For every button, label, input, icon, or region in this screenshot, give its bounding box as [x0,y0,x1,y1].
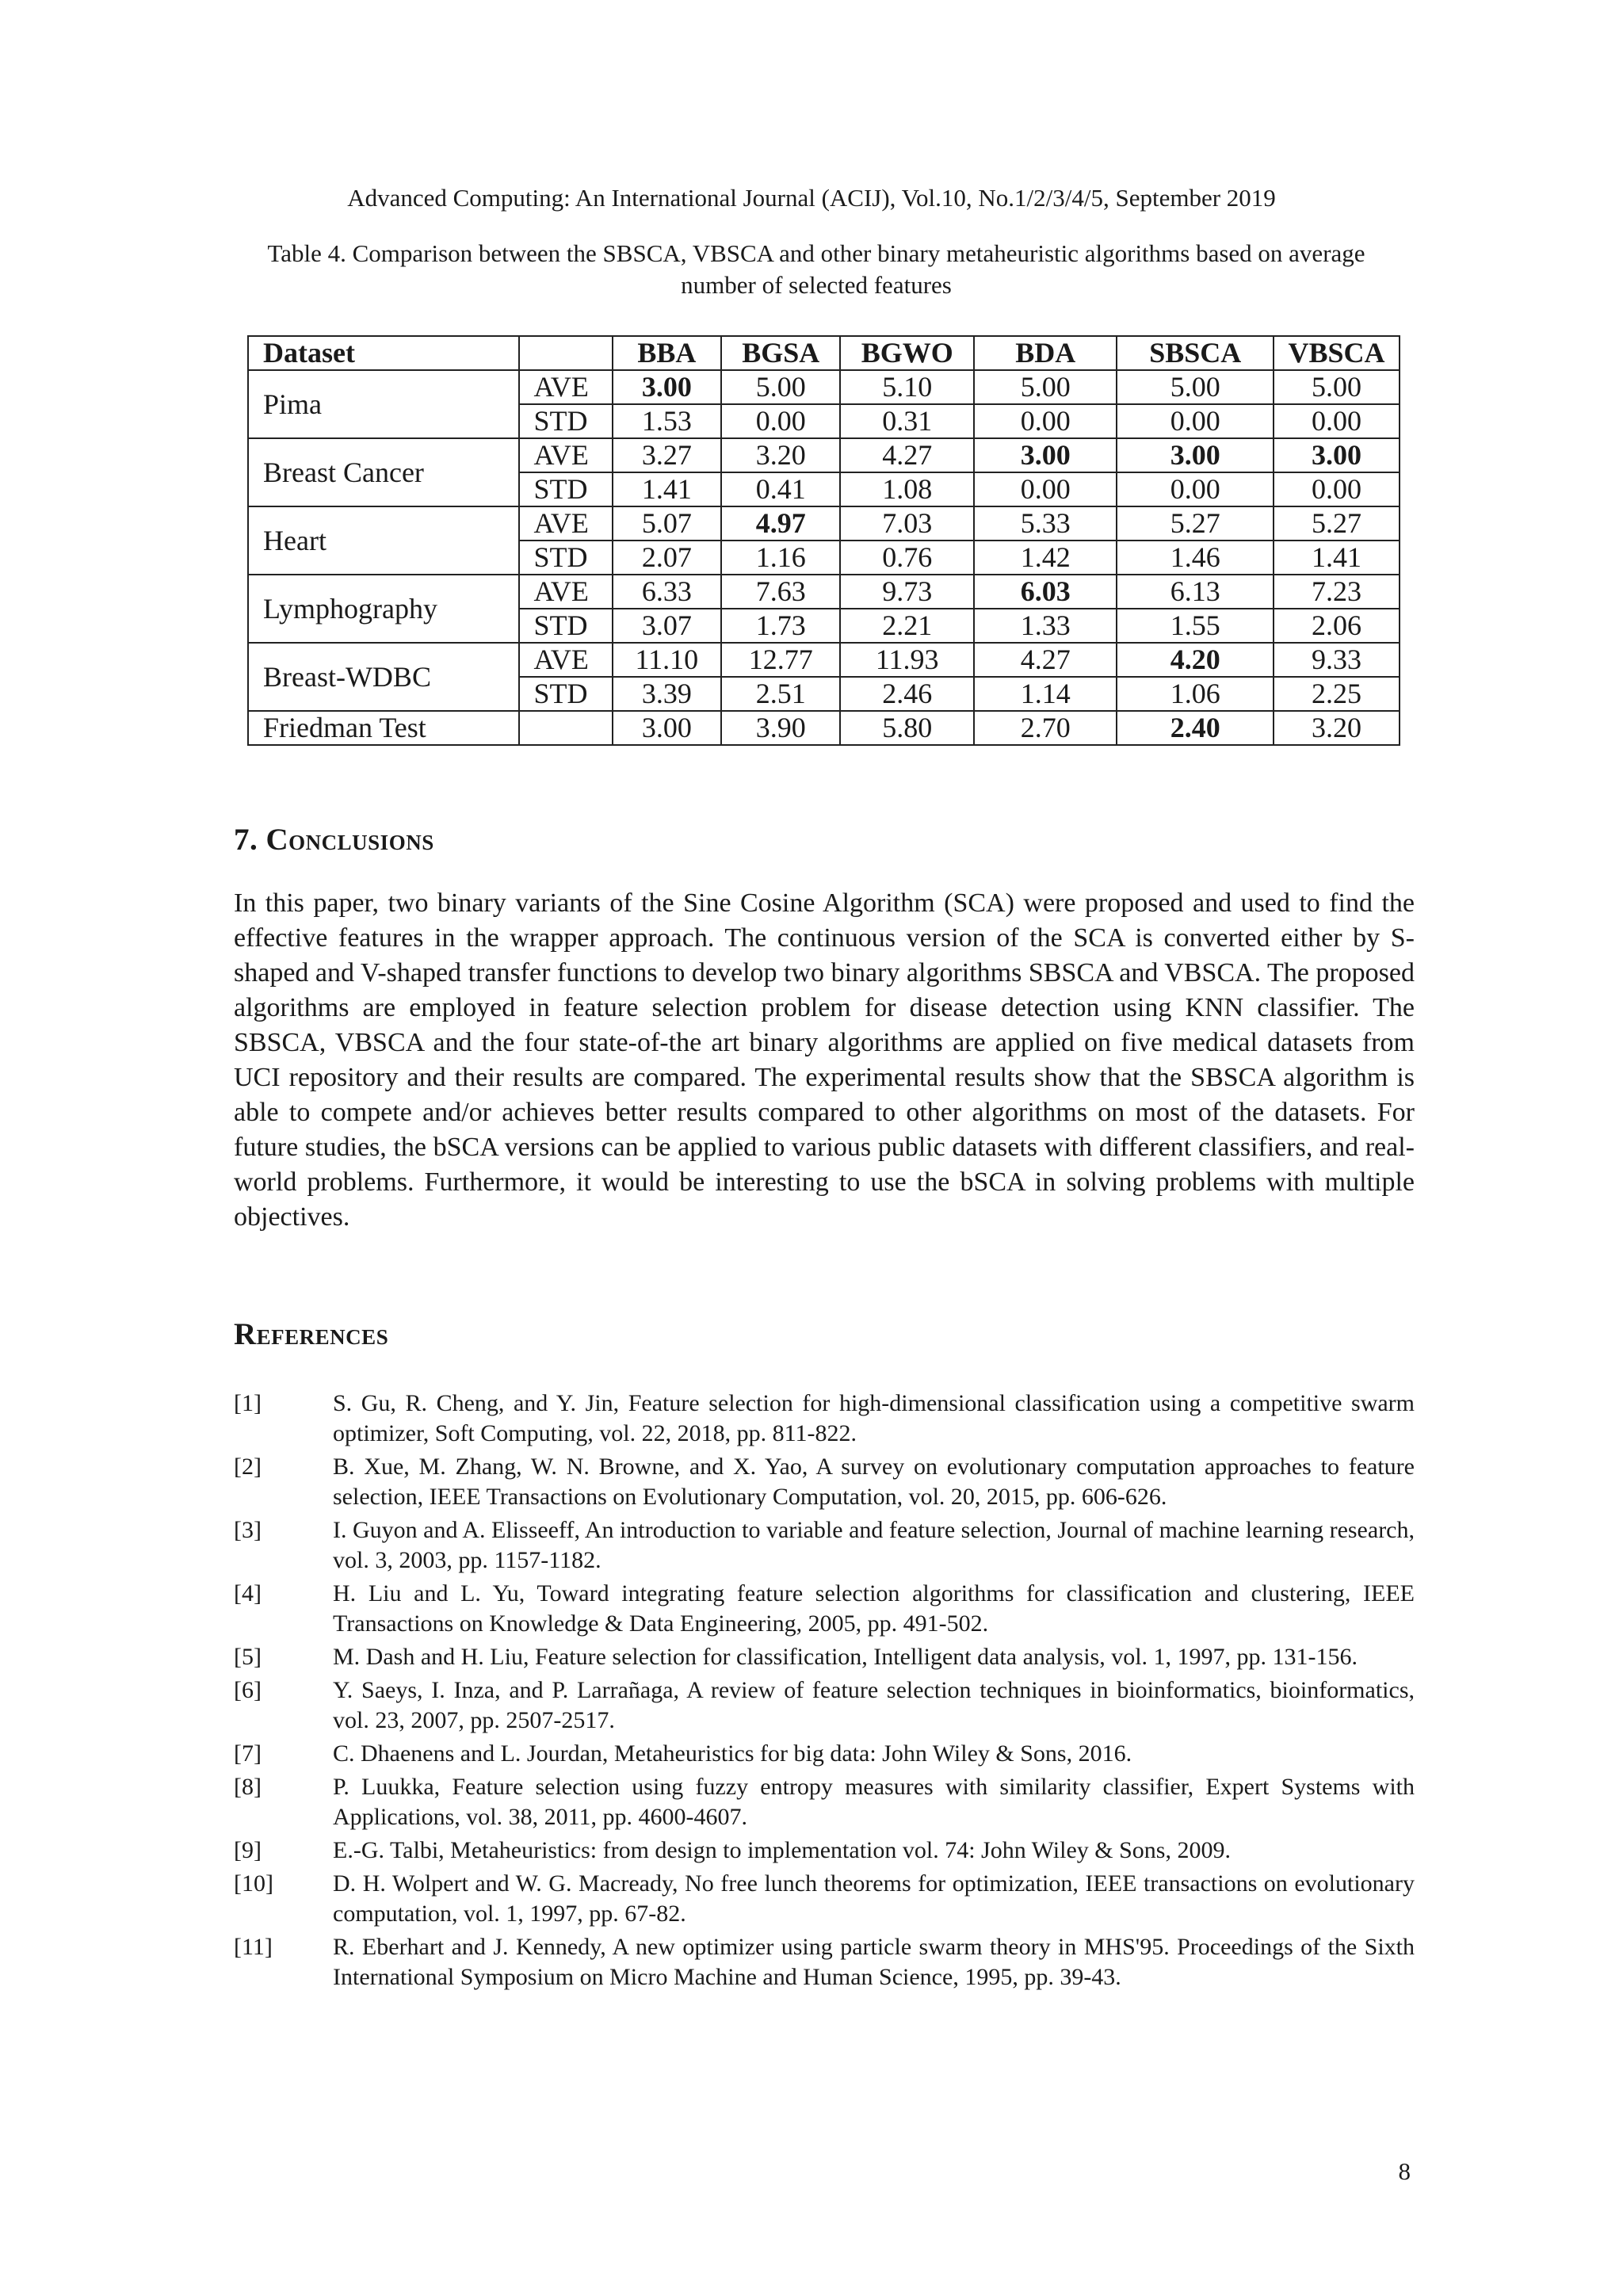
value-cell: 12.77 [721,643,840,677]
value-cell: 2.70 [974,711,1117,745]
value-cell: 6.03 [974,575,1117,609]
value-cell: 2.21 [840,609,974,643]
dataset-cell: Lymphography [248,575,519,643]
reference-item [234,1739,1415,1769]
column-header: BDA [974,336,1117,370]
reference-number: [10] [234,1870,273,1897]
dataset-cell: Friedman Test [248,711,519,745]
reference-item [234,1389,1415,1449]
value-cell: 3.00 [613,711,721,745]
value-cell: 6.13 [1117,575,1274,609]
value-cell: 1.41 [1274,541,1400,575]
reference-text: D. H. Wolpert and W. G. Macready, No free lunch theorems for optimization, IEEE transactions on evolutionary computation, vol. 1, 1997, pp. 67-82. [333,1870,1415,1927]
reference-item [234,1932,1415,1992]
value-cell: 0.00 [721,404,840,438]
reference-text: P. Luukka, Feature selection using fuzzy entropy measures with similarity classifier, Expert Systems with Applications, vol. 38, 2011, pp. 4600-4607. [333,1774,1415,1830]
reference-item [234,1579,1415,1639]
statistic-cell: STD [519,677,613,711]
value-cell: 3.00 [613,370,721,404]
reference-item [234,1642,1415,1672]
statistic-cell [519,711,613,745]
value-cell: 3.39 [613,677,721,711]
reference-item [234,1452,1415,1512]
value-cell: 1.53 [613,404,721,438]
value-cell: 3.20 [721,438,840,472]
reference-item [234,1515,1415,1576]
table-row [248,438,1400,472]
column-header: BGSA [721,336,840,370]
reference-item [234,1869,1415,1929]
statistic-cell: AVE [519,643,613,677]
table-header-row [248,336,1400,370]
value-cell: 0.00 [1117,472,1274,506]
dataset-cell: Pima [248,370,519,438]
conclusions-paragraph: In this paper, two binary variants of the Sine Cosine Algorithm (SCA) were proposed and used to find the effective features in the wrapper approach. The continuous version of the SCA is converted either by S-shaped and V-shaped transfer functions to develop two binary algorithms SBSCA and VBSCA. The proposed algorithms are employed in feature selection problem for disease detection using KNN classifier. The SBSCA, VBSCA and the four state-of-the art binary algorithms are applied on five medical datasets from UCI repository and their results are compared. The experimental results show that the SBSCA algorithm is able to compete and/or achieves better results compared to other algorithms on most of the datasets. For future studies, the bSCA versions can be applied to various public datasets with different classifiers, and real-world problems. Furthermore, it would be interesting to use the bSCA in solving problems with multiple objectives. [234,888,1415,1232]
reference-text: S. Gu, R. Cheng, and Y. Jin, Feature selection for high-dimensional classification using a competitive swarm optimizer, Soft Computing, vol. 22, 2018, pp. 811-822. [333,1390,1415,1446]
reference-text: B. Xue, M. Zhang, W. N. Browne, and X. Yao, A survey on evolutionary computation approaches to feature selection, IEEE Transactions on Evolutionary Computation, vol. 20, 2015, pp. 606-626. [333,1454,1415,1510]
statistic-cell: STD [519,472,613,506]
value-cell: 1.06 [1117,677,1274,711]
value-cell: 1.73 [721,609,840,643]
value-cell: 1.14 [974,677,1117,711]
reference-number: [4] [234,1580,262,1606]
reference-text: R. Eberhart and J. Kennedy, A new optimizer using particle swarm theory in MHS'95. Proceedings of the Sixth International Symposium on Micro Machine and Human Science, 1995, pp. 39-43. [333,1934,1415,1990]
table-row [248,506,1400,541]
value-cell: 4.27 [974,643,1117,677]
value-cell: 7.03 [840,506,974,541]
value-cell: 0.00 [974,404,1117,438]
value-cell: 5.10 [840,370,974,404]
table-row [248,643,1400,677]
table-row [248,575,1400,609]
statistic-cell: AVE [519,575,613,609]
value-cell: 5.27 [1274,506,1400,541]
value-cell: 3.00 [974,438,1117,472]
value-cell: 5.80 [840,711,974,745]
statistic-cell: AVE [519,506,613,541]
value-cell: 2.07 [613,541,721,575]
value-cell: 1.08 [840,472,974,506]
value-cell: 5.00 [974,370,1117,404]
statistic-cell: STD [519,609,613,643]
value-cell: 5.00 [1274,370,1400,404]
reference-number: [5] [234,1644,262,1670]
value-cell: 11.93 [840,643,974,677]
results-table [247,335,1400,746]
value-cell: 5.33 [974,506,1117,541]
table-row [248,711,1400,745]
value-cell: 5.27 [1117,506,1274,541]
reference-number: [9] [234,1837,262,1863]
table-caption: Table 4. Comparison between the SBSCA, VBSCA and other binary metaheuristic algorithms based on average number of selected features [267,239,1365,299]
value-cell: 1.41 [613,472,721,506]
section-heading-conclusions: 7. Conclusions [234,823,434,857]
reference-text: M. Dash and H. Liu, Feature selection for classification, Intelligent data analysis, vol. 1, 1997, pp. 131-156. [333,1644,1358,1670]
statistic-cell: STD [519,404,613,438]
value-cell: 1.46 [1117,541,1274,575]
value-cell: 3.20 [1274,711,1400,745]
value-cell: 5.07 [613,506,721,541]
reference-number: [3] [234,1517,262,1543]
value-cell: 3.90 [721,711,840,745]
reference-text: Y. Saeys, I. Inza, and P. Larrañaga, A review of feature selection techniques in bioinformatics, bioinformatics, vol. 23, 2007, pp. 2507-2517. [333,1677,1415,1733]
reference-number: [2] [234,1454,262,1480]
column-header: VBSCA [1274,336,1400,370]
dataset-cell: Heart [248,506,519,575]
value-cell: 1.33 [974,609,1117,643]
page-number: 8 [1398,2157,1411,2185]
value-cell: 7.23 [1274,575,1400,609]
value-cell: 2.51 [721,677,840,711]
value-cell: 0.00 [1274,404,1400,438]
value-cell: 4.97 [721,506,840,541]
reference-number: [7] [234,1740,262,1767]
value-cell: 3.27 [613,438,721,472]
column-header: SBSCA [1117,336,1274,370]
value-cell: 0.00 [1274,472,1400,506]
value-cell: 2.46 [840,677,974,711]
value-cell: 1.55 [1117,609,1274,643]
value-cell: 3.07 [613,609,721,643]
reference-text: H. Liu and L. Yu, Toward integrating feature selection algorithms for classification and clustering, IEEE Transactions on Knowledge & Data Engineering, 2005, pp. 491-502. [333,1580,1415,1637]
column-header: Dataset [248,336,519,370]
reference-number: [1] [234,1390,262,1416]
reference-text: E.-G. Talbi, Metaheuristics: from design to implementation vol. 74: John Wiley & Sons, 2009. [333,1837,1231,1863]
value-cell: 0.76 [840,541,974,575]
value-cell: 1.16 [721,541,840,575]
statistic-cell: AVE [519,370,613,404]
table-row [248,370,1400,404]
section-heading-references: References [234,1317,389,1351]
column-header: BBA [613,336,721,370]
value-cell: 0.00 [974,472,1117,506]
value-cell: 1.42 [974,541,1117,575]
statistic-cell: STD [519,541,613,575]
value-cell: 0.41 [721,472,840,506]
column-header: BGWO [840,336,974,370]
reference-text: C. Dhaenens and L. Jourdan, Metaheuristics for big data: John Wiley & Sons, 2016. [333,1740,1132,1767]
column-header [519,336,613,370]
reference-number: [6] [234,1677,262,1703]
value-cell: 9.33 [1274,643,1400,677]
dataset-cell: Breast-WDBC [248,643,519,711]
reference-item [234,1675,1415,1736]
value-cell: 3.00 [1274,438,1400,472]
value-cell: 0.31 [840,404,974,438]
reference-item [234,1836,1415,1866]
reference-number: [8] [234,1774,262,1800]
table-body [248,370,1400,745]
value-cell: 2.25 [1274,677,1400,711]
value-cell: 11.10 [613,643,721,677]
statistic-cell: AVE [519,438,613,472]
value-cell: 9.73 [840,575,974,609]
reference-list [234,1389,1415,1996]
value-cell: 2.06 [1274,609,1400,643]
value-cell: 0.00 [1117,404,1274,438]
dataset-cell: Breast Cancer [248,438,519,506]
value-cell: 3.00 [1117,438,1274,472]
value-cell: 4.20 [1117,643,1274,677]
running-header: Advanced Computing: An International Journal (ACIJ), Vol.10, No.1/2/3/4/5, September 2019 [347,184,1276,212]
reference-item [234,1772,1415,1832]
value-cell: 2.40 [1117,711,1274,745]
value-cell: 6.33 [613,575,721,609]
reference-number: [11] [234,1934,273,1960]
reference-text: I. Guyon and A. Elisseeff, An introduction to variable and feature selection, Journal of machine learning research, vol. 3, 2003, pp. 1157-1182. [333,1517,1415,1573]
value-cell: 5.00 [721,370,840,404]
value-cell: 7.63 [721,575,840,609]
value-cell: 5.00 [1117,370,1274,404]
value-cell: 4.27 [840,438,974,472]
